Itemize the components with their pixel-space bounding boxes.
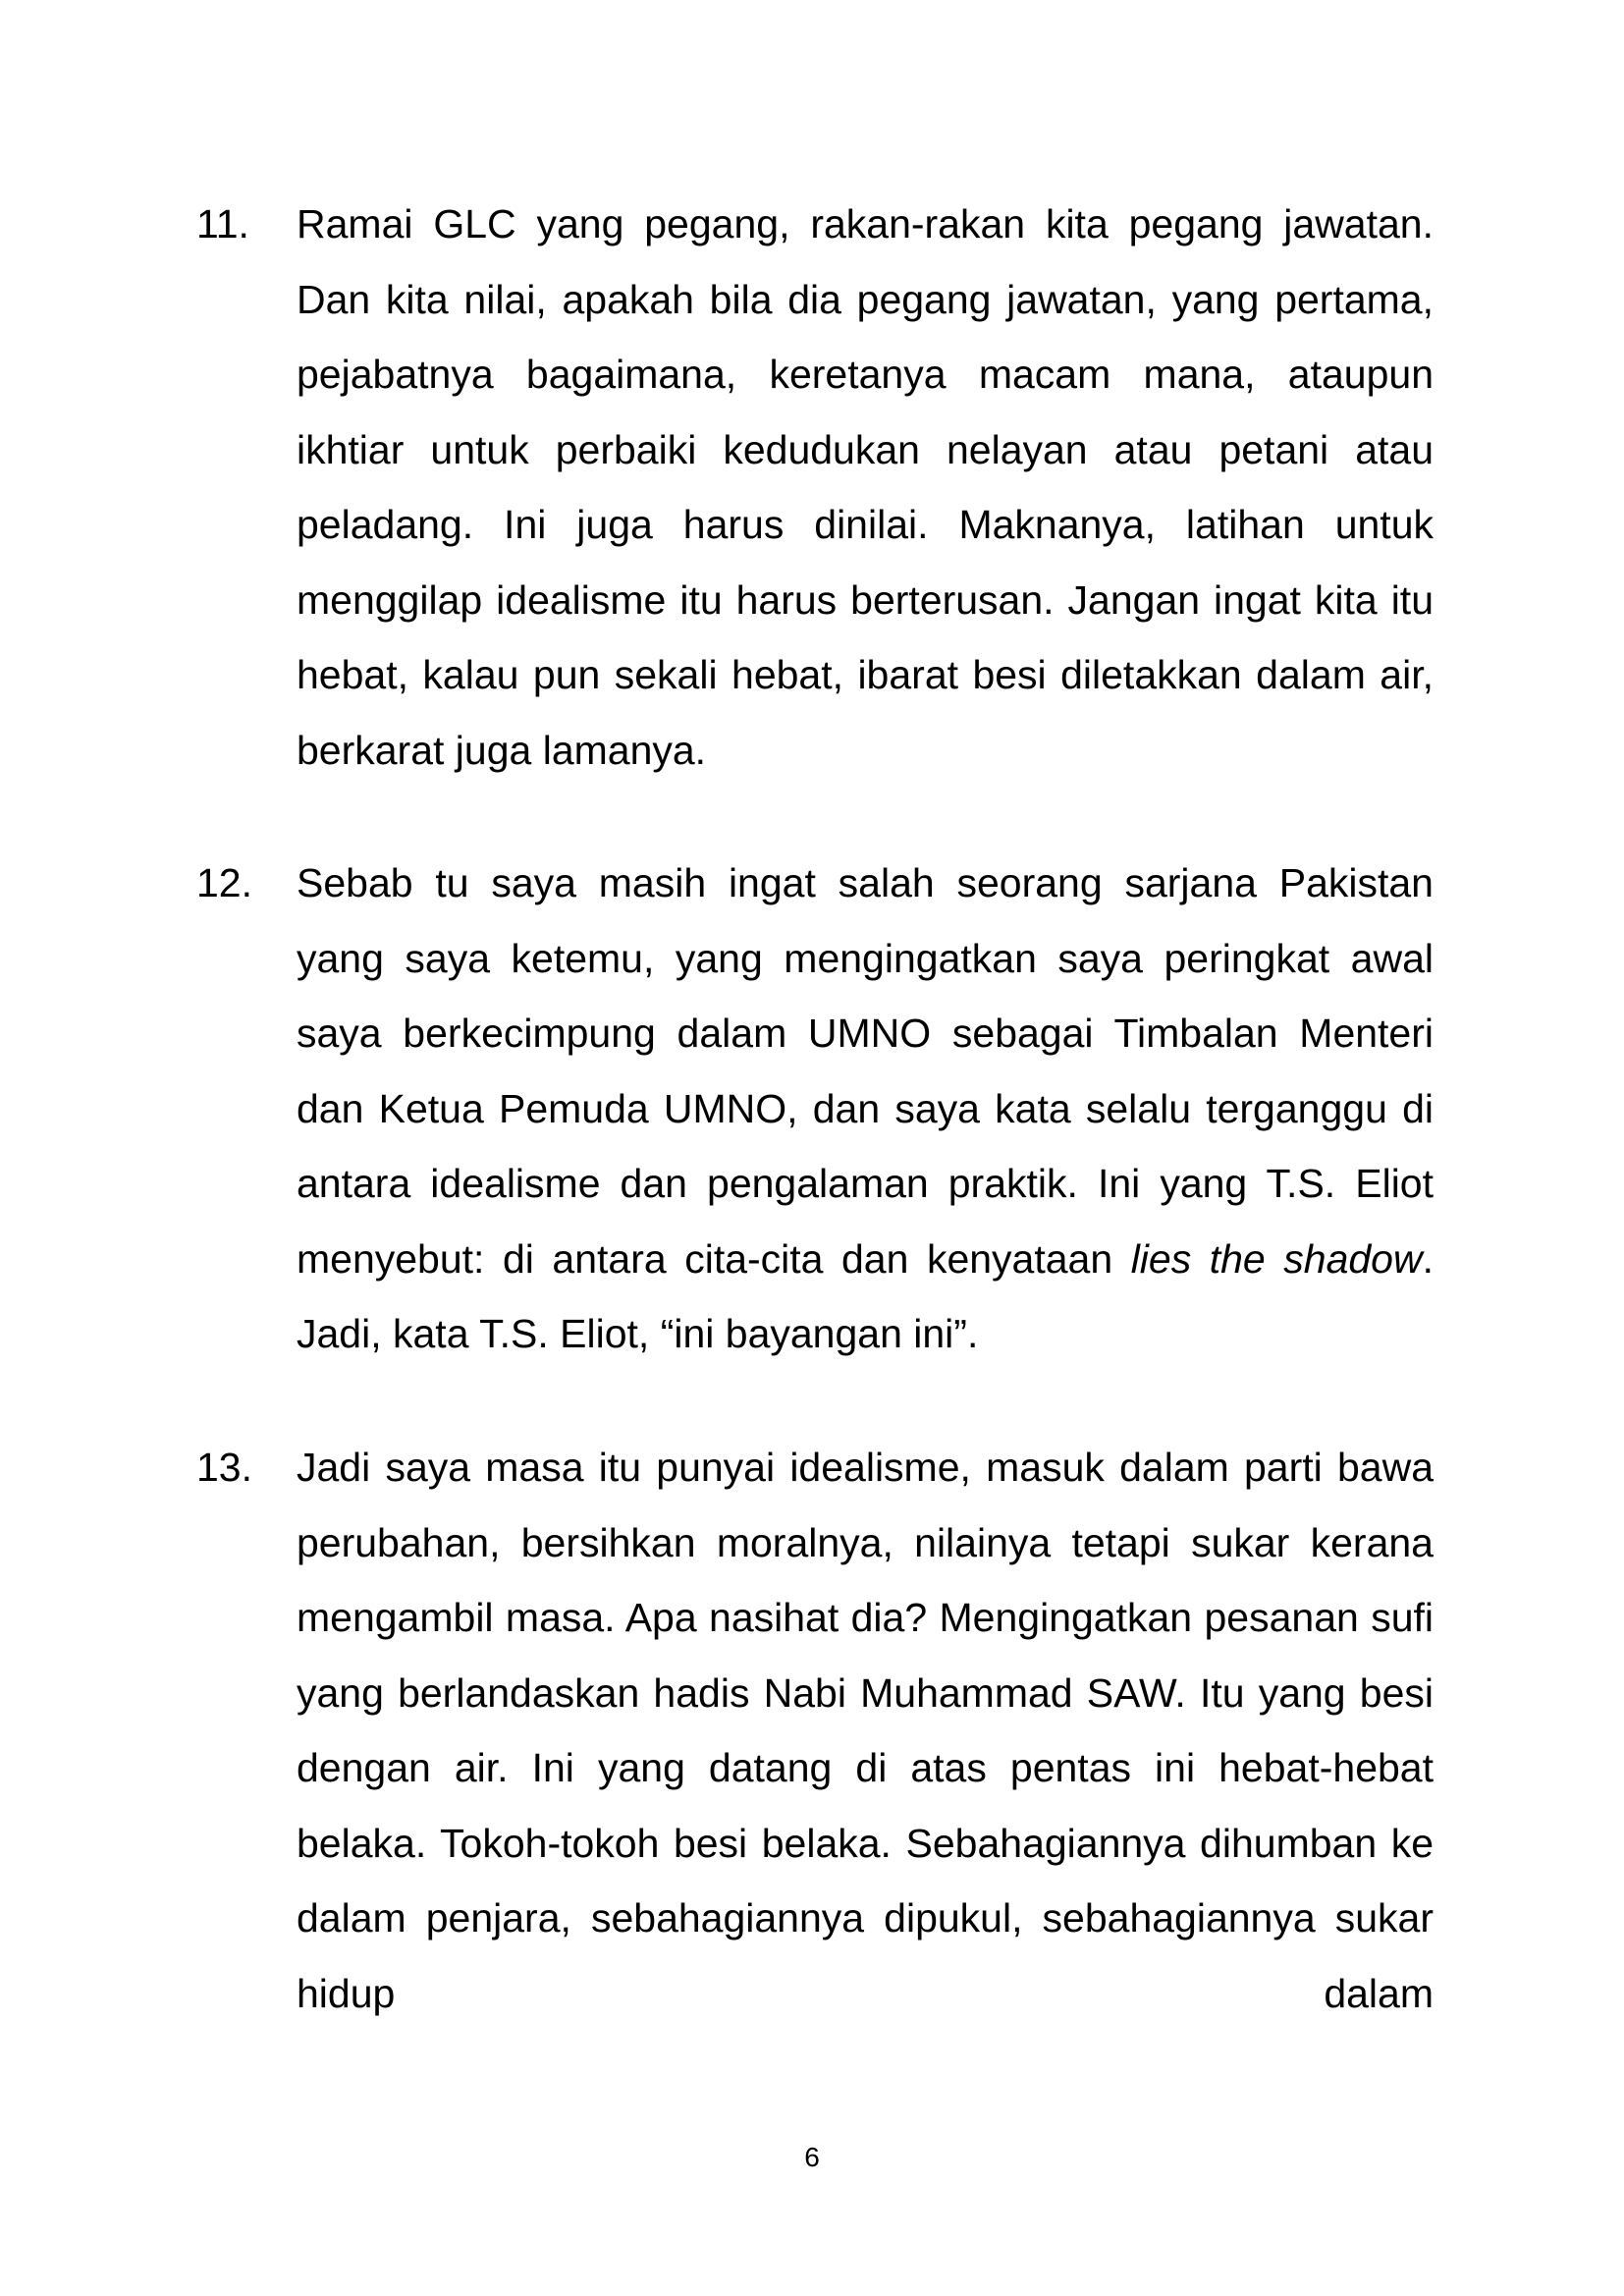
paragraph-text-content-end: . Jadi, kata T.S. Eliot, “ini bayangan ini”. [297, 1235, 1434, 1356]
italic-quote: lies the shadow [1130, 1235, 1423, 1282]
paragraph-text [297, 846, 1434, 1372]
paragraph-text-content: Ramai GLC yang pegang, rakan-rakan kita pegang jawatan. Dan kita nilai, apakah bila dia pegang jawatan, yang pertama, pejabatnya bagaimana, keretanya macam mana, ataupun ikhtiar untuk perbaiki kedudukan nelayan atau petani atau peladang. Ini juga harus dinilai. Maknanya, latihan untuk menggilap idealisme itu harus berterusan. Jangan ingat kita itu hebat, kalau pun sekali hebat, ibarat besi diletakkan dalam air, berkarat juga lamanya. [297, 201, 1434, 773]
page-number: 6 [804, 2142, 820, 2172]
paragraph-number: 12. [196, 860, 252, 905]
paragraph-number: 11. [196, 201, 249, 246]
paragraph-text-content: Jadi saya masa itu punyai idealisme, masuk dalam parti bawa perubahan, bersihkan moralnya, nilainya tetapi sukar kerana mengambil masa. Apa nasihat dia? Mengingatkan pesanan sufi yang berlandaskan hadis Nabi Muhammad SAW. Itu yang besi dengan air. Ini yang datang di atas pentas ini hebat-hebat belaka. Tokoh-tokoh besi belaka. Sebahagiannya dihumban ke dalam penjara, sebahagiannya dipukul, sebahagiannya sukar hidup dalam [297, 1445, 1434, 2016]
paragraph-text [297, 1430, 1434, 2031]
paragraph-number: 13. [196, 1445, 252, 1490]
paragraph-text-content: Sebab tu saya masih ingat salah seorang sarjana Pakistan yang saya ketemu, yang mengingatkan saya peringkat awal saya berkecimpung dalam UMNO sebagai Timbalan Menteri dan Ketua Pemuda UMNO, dan saya kata selalu terganggu di antara idealisme dan pengalaman praktik. Ini yang T.S. Eliot menyebut: di antara cita-cita dan kenyataan [297, 860, 1434, 1282]
paragraph-text [297, 187, 1434, 788]
